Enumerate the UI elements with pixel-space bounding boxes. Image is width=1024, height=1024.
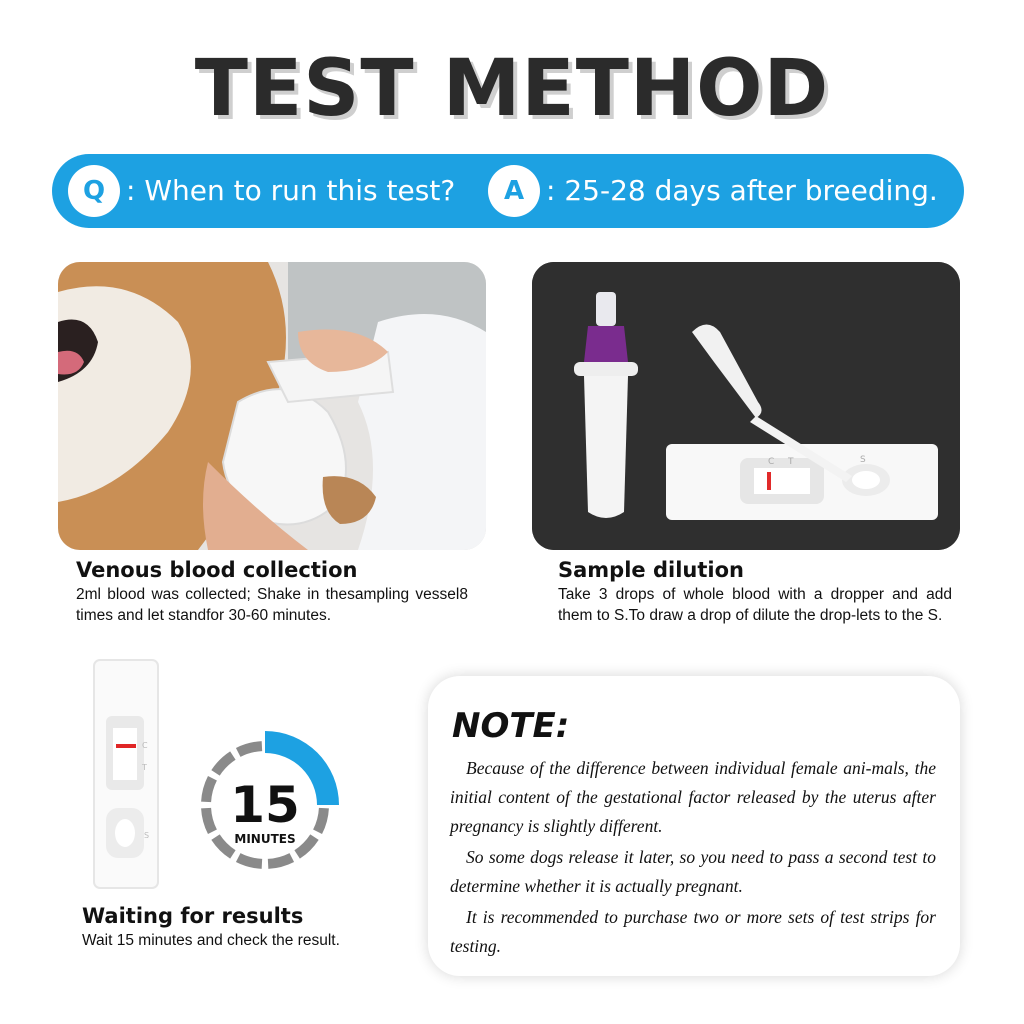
step-title-waiting: Waiting for results — [82, 904, 304, 928]
cassette-label-t2: T — [142, 763, 147, 772]
tube-dropper-cassette-illustration — [532, 262, 960, 550]
cassette-label-s2: S — [144, 831, 150, 840]
test-cassette-illustration — [92, 658, 162, 890]
cassette-label-c2: C — [142, 741, 148, 750]
question-badge: Q — [68, 165, 120, 217]
timer-tick — [236, 853, 262, 869]
step-title-blood-collection: Venous blood collection — [76, 558, 358, 582]
note-paragraph-3: It is recommended to purchase two or more sets of test strips for testing. — [450, 907, 936, 956]
step-text-waiting: Wait 15 minutes and check the result. — [82, 932, 340, 949]
dog-paw-bandage-illustration — [58, 262, 486, 550]
cassette-label-c: C — [768, 457, 775, 467]
venous-blood-collection-photo — [58, 262, 486, 550]
note-paragraph-2: So some dogs release it later, so you need to pass a second test to determine whether it is actually pregnant. — [450, 847, 936, 896]
timer-unit: MINUTES — [234, 832, 296, 846]
step-title-sample-dilution: Sample dilution — [558, 558, 744, 582]
timer-tick — [268, 853, 294, 869]
note-title: NOTE: — [452, 706, 570, 746]
cassette-label-s: S — [860, 455, 866, 465]
timer-tick — [201, 808, 217, 834]
qa-banner — [52, 154, 964, 228]
step-text-blood-collection: 2ml blood was collected; Shake in thesampling vessel8 times and let standfor 30-60 minutes. — [76, 586, 468, 624]
timer-tick — [313, 808, 329, 834]
test-cassette-photo — [92, 658, 162, 890]
note-card — [428, 676, 960, 976]
answer-text: : 25-28 days after breeding. — [546, 174, 938, 207]
timer-svg — [190, 730, 340, 880]
timer-tick — [236, 741, 262, 757]
cassette-label-t: T — [788, 457, 794, 467]
timer-graphic — [190, 730, 340, 880]
answer-badge: A — [488, 165, 540, 217]
timer-tick — [201, 776, 217, 802]
sample-dilution-photo — [532, 262, 960, 550]
question-text: : When to run this test? — [126, 174, 456, 207]
timer-number: 15 — [230, 776, 300, 834]
step-text-sample-dilution: Take 3 drops of whole blood with a dropper and add them to S.To draw a drop of dilute the drop-lets to the S. — [558, 586, 952, 624]
note-paragraph-1: Because of the difference between individual female ani-mals, the initial content of the gestational factor released by the uterus after pregnancy is slightly different. — [450, 758, 936, 836]
page-title: TEST METHOD — [194, 44, 830, 134]
